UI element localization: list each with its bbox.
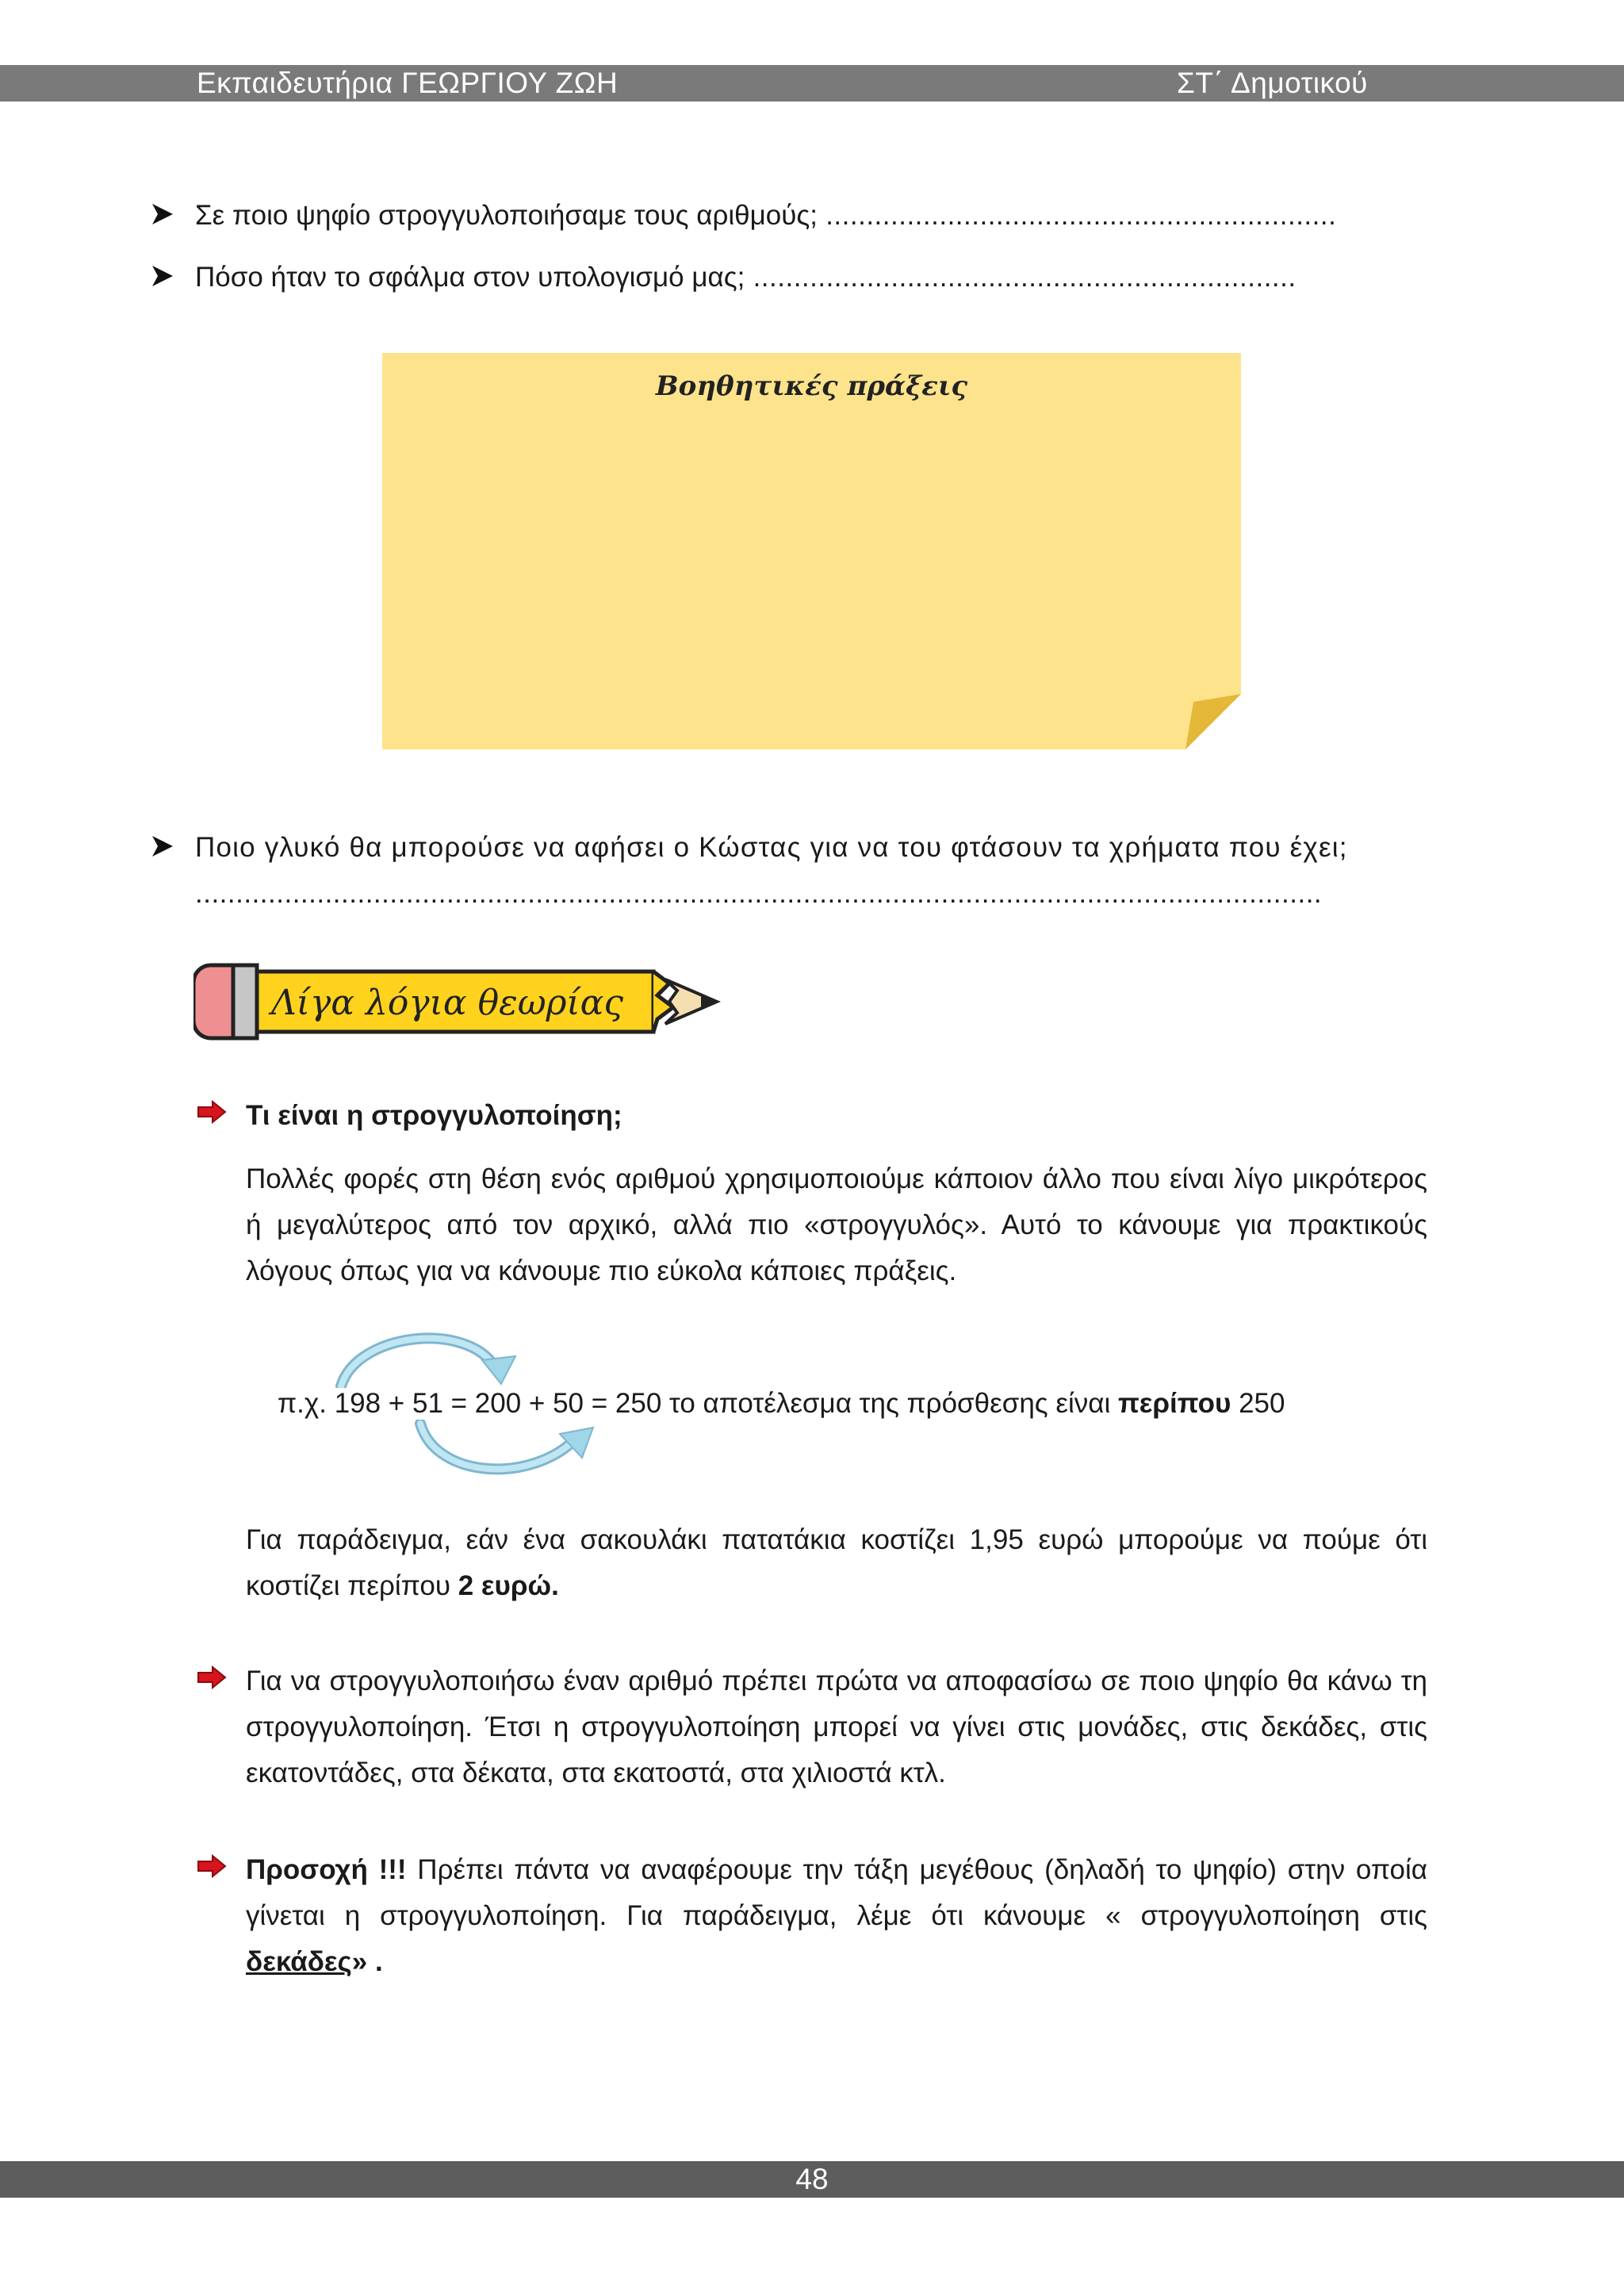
page-header xyxy=(0,65,1624,102)
page-number: 48 xyxy=(795,2163,829,2195)
question-3 xyxy=(151,825,1419,917)
answer-line: ........................................................................................................................................... xyxy=(195,878,1323,909)
rounding-example xyxy=(278,1388,1285,1420)
warning-paragraph xyxy=(246,1847,1427,1985)
answer-line: ............................................................... xyxy=(817,200,1337,231)
arrowhead-bullet-icon xyxy=(151,264,174,288)
example-result: 250 xyxy=(1231,1388,1285,1419)
warning-end: » . xyxy=(351,1946,383,1977)
question-1-text: Σε ποιο ψηφίο στρογγυλοποιήσαμε τους αριθμούς; xyxy=(195,200,818,231)
page-footer xyxy=(0,2161,1624,2198)
example-bold: περίπου xyxy=(1118,1388,1231,1419)
example-paragraph-bold: 2 ευρώ. xyxy=(458,1570,559,1601)
question-1 xyxy=(151,200,1336,232)
emphasis-term: δεκάδες xyxy=(246,1946,352,1977)
pencil-banner xyxy=(193,956,725,1047)
pencil-label: Λίγα λόγια θεωρίας xyxy=(270,983,624,1023)
red-arrow-bullet-icon xyxy=(197,1854,227,1878)
arrowhead-bullet-icon xyxy=(151,202,174,226)
red-arrow-bullet-icon xyxy=(197,1100,227,1124)
section-heading: Τι είναι η στρογγυλοποίηση; xyxy=(246,1100,622,1131)
warning-text: Πρέπει πάντα να αναφέρουμε την τάξη μεγέθους (δηλαδή το ψηφίο) στην οποία γίνεται η στρογγυλοποίηση. Για παράδειγμα, λέμε ότι κάνουμε « στρογγυλοποίηση στις xyxy=(246,1854,1427,1931)
arrowhead-bullet-icon xyxy=(151,834,174,858)
rounding-digit-paragraph: Για να στρογγυλοποιήσω έναν αριθμό πρέπει πρώτα να αποφασίσω σε ποιο ψηφίο θα κάνω τη στρογγυλοποίηση. Έτσι η στρογγυλοποίηση μπορεί να γίνει στις μονάδες, στις δεκάδες, στις εκατοντάδες, στα δέκατα, στα εκατοστά, στα χιλιοστά κτλ. xyxy=(246,1665,1427,1788)
section-paragraph: Πολλές φορές στη θέση ενός αριθμού χρησιμοποιούμε κάποιον άλλο που είναι λίγο μικρότερος ή μεγαλύτερος από τον αρχικό, αλλά πιο «στρογγυλός». Αυτό το κάνουμε για πρακτικούς λόγους όπως για να κάνουμε πιο εύκολα κάποιες πράξεις. xyxy=(246,1163,1427,1286)
red-arrow-bullet-icon xyxy=(197,1665,227,1689)
sticky-note xyxy=(382,353,1241,749)
curved-arrow-icon xyxy=(333,1324,523,1388)
question-2-text: Πόσο ήταν το σφάλμα στον υπολογισμό μας; xyxy=(195,262,745,293)
example-text: π.χ. 198 + 51 = 200 + 50 = 250 το αποτέλεσμα της πρόσθεσης είναι xyxy=(278,1388,1118,1419)
grade-label: ΣΤ΄ Δημοτικού xyxy=(1177,67,1368,99)
school-name: Εκπαιδευτήρια ΓΕΩΡΓΙΟΥ ΖΩΗ xyxy=(197,67,619,99)
curved-arrow-icon xyxy=(412,1420,603,1483)
folded-corner-icon xyxy=(1185,694,1241,749)
question-3-text: Ποιο γλυκό θα μπορούσε να αφήσει ο Κώστας για να του φτάσουν τα χρήματα που έχει; xyxy=(195,832,1348,863)
warning-label: Προσοχή !!! xyxy=(246,1854,407,1885)
sticky-note-title: Βοηθητικές πράξεις xyxy=(655,370,968,402)
example-paragraph-text: Για παράδειγμα, εάν ένα σακουλάκι πατατάκια κοστίζει 1,95 ευρώ μπορούμε να πούμε ότι κοστίζει περίπου xyxy=(246,1524,1427,1601)
answer-line: ................................................................... xyxy=(745,262,1297,293)
question-2 xyxy=(151,262,1297,293)
example-paragraph xyxy=(246,1517,1427,1609)
